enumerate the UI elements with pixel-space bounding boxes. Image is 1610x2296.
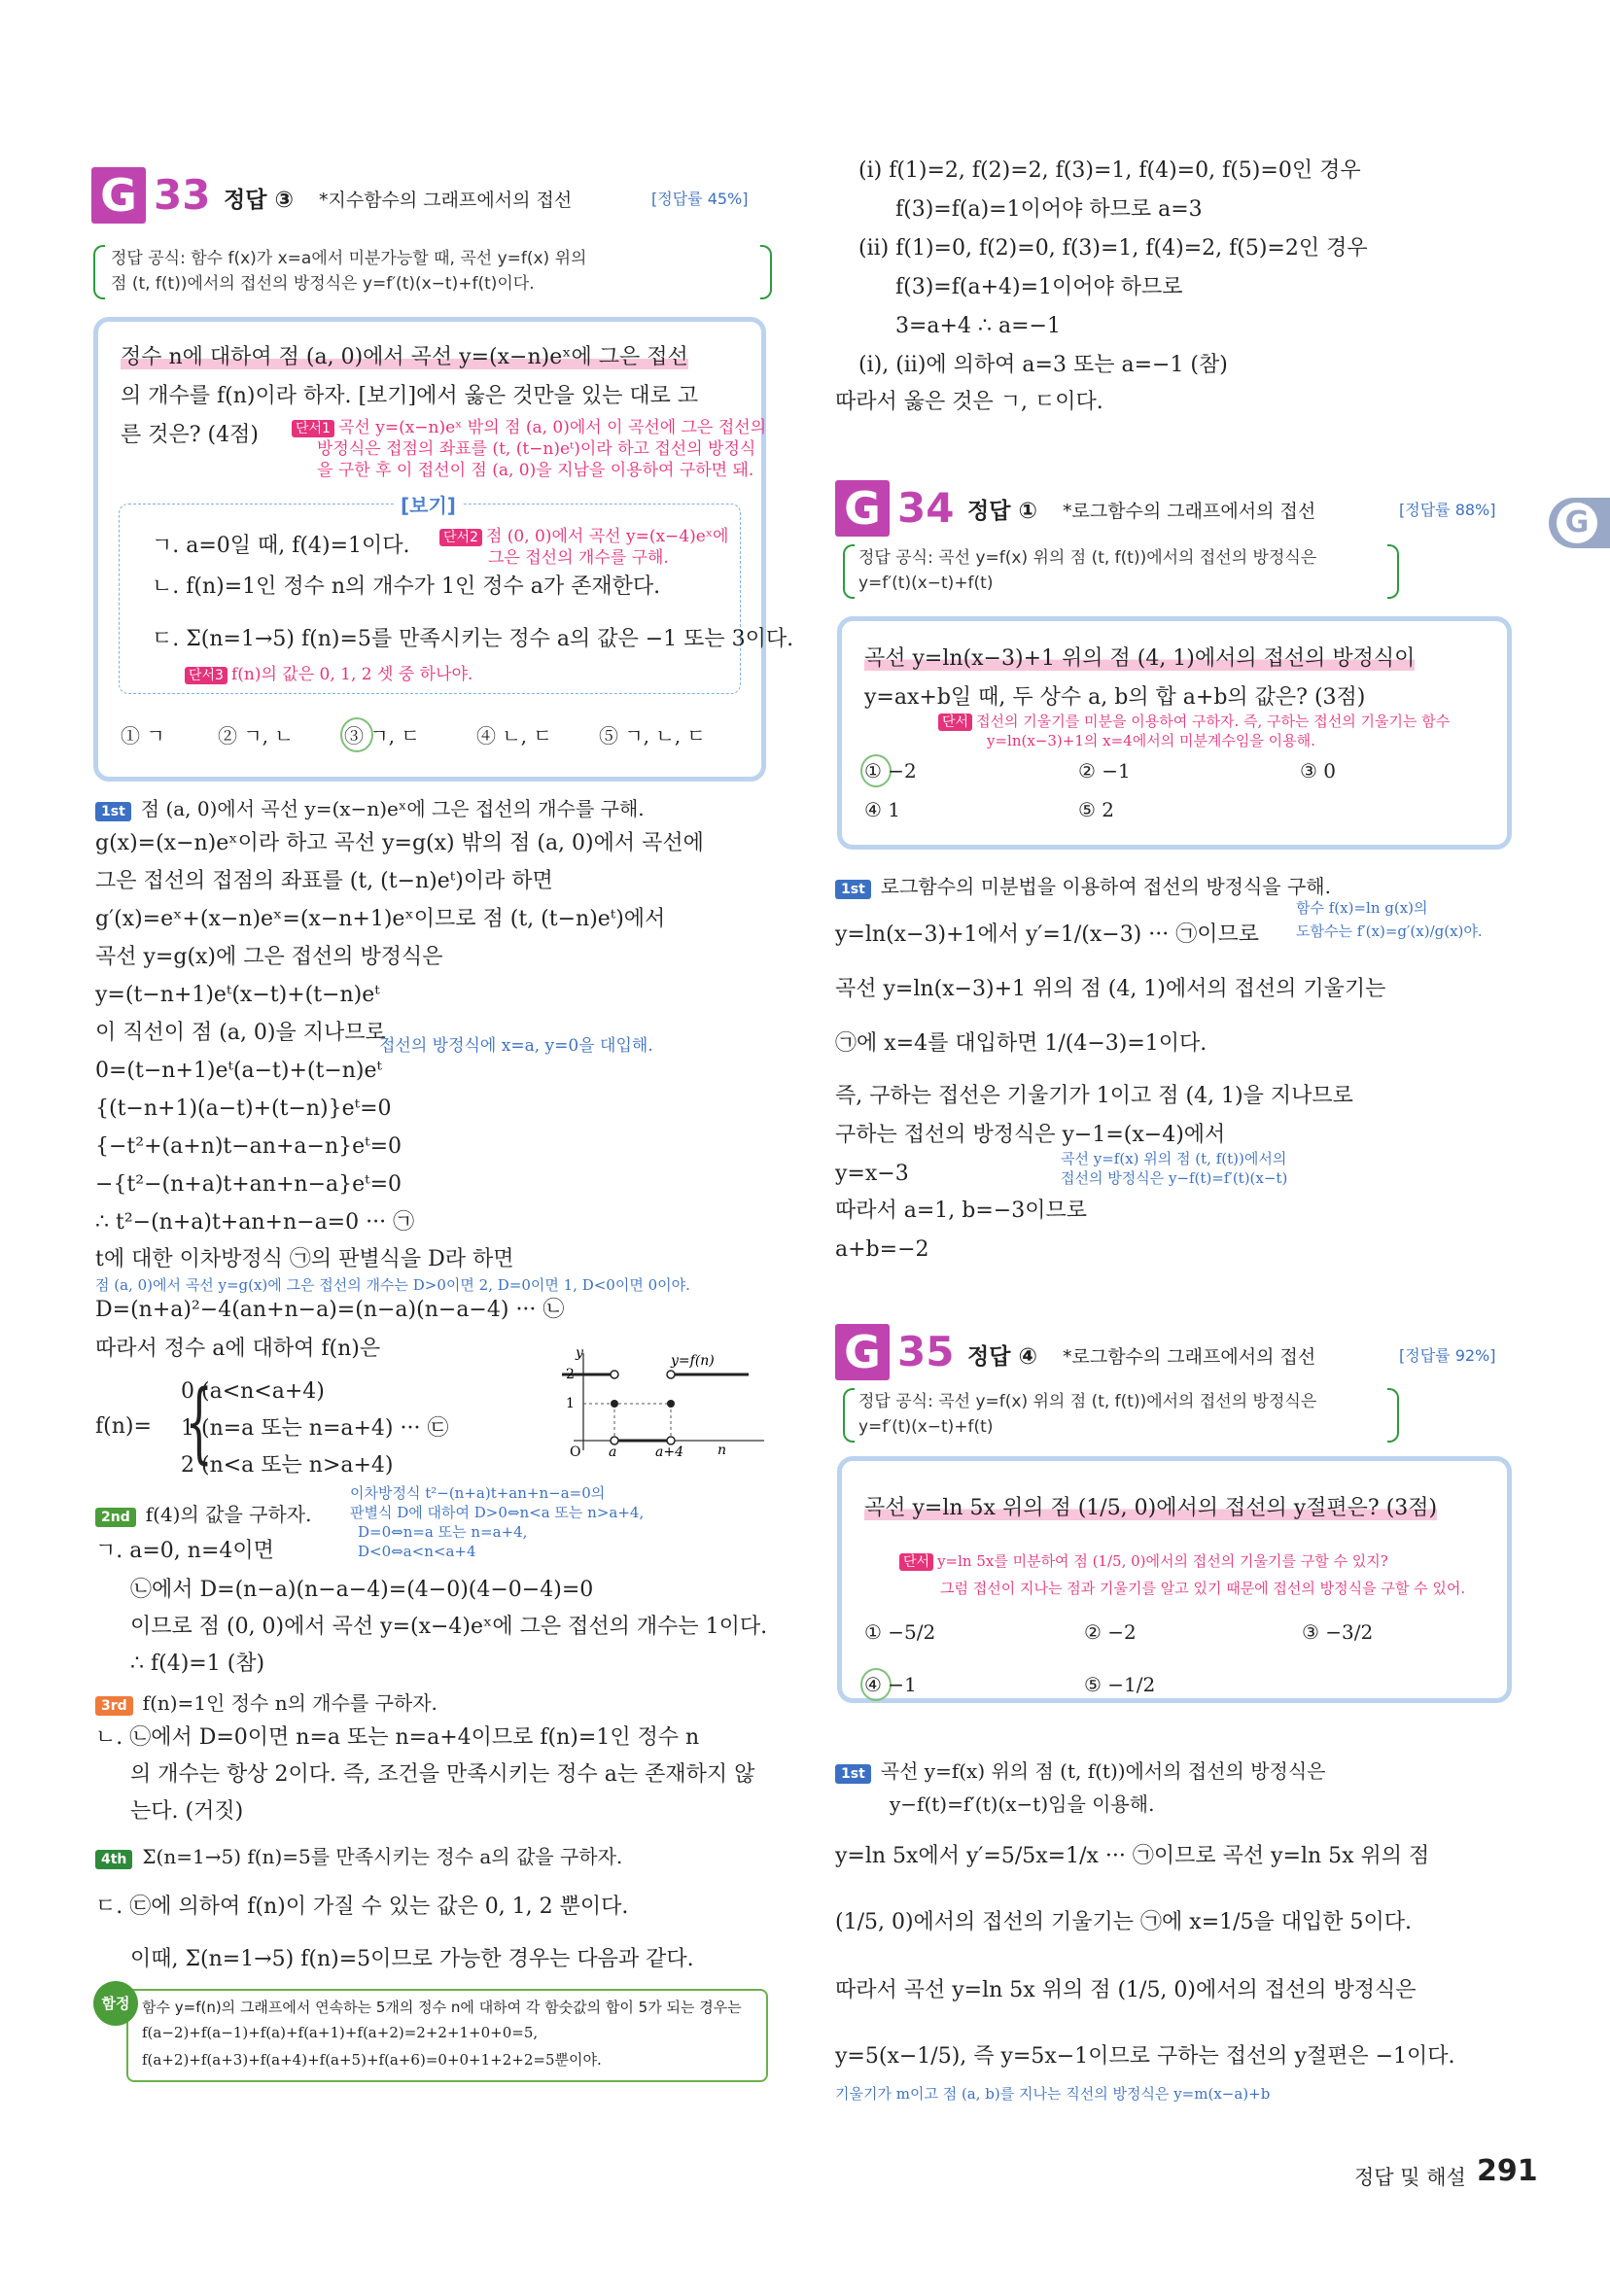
choice34-1[interactable]: ① −2 <box>864 759 917 783</box>
answer-label-35: 정답 ④ <box>967 1344 1037 1370</box>
sol34-line-1: y=ln(x−3)+1에서 y′=1/(x−3) ··· ㉠이므로 <box>835 922 1259 947</box>
fn-graph <box>554 1345 768 1462</box>
sol34-line-5: 구하는 접선의 방정식은 y−1=(x−4)에서 <box>835 1123 1226 1147</box>
sol-line-6: 이 직선이 점 (a, 0)을 지나므로 <box>95 1021 386 1045</box>
cont-line-1: (i) f(1)=2, f(2)=2, f(3)=1, f(4)=0, f(5)=0인 경우 <box>858 158 1361 183</box>
graph-tick-2: 2 <box>566 1367 575 1382</box>
hint-35-line-2: 그럼 접선이 지나는 점과 기울기를 알고 있기 때문에 접선의 방정식을 구할 수 있어. <box>940 1580 1466 1597</box>
piecewise-brace: { <box>185 1372 213 1474</box>
cont-line-7: 따라서 옳은 것은 ㄱ, ㄷ이다. <box>835 390 1103 414</box>
correct-rate-35: [정답률 92%] <box>1399 1346 1496 1365</box>
sol-line-12: t에 대한 이차방정식 ㉠의 판별식을 D라 하면 <box>95 1247 514 1271</box>
graph-tick-1: 1 <box>566 1396 575 1411</box>
formula-bracket-right-34 <box>1387 544 1399 599</box>
note-discriminant-1: 이차방정식 t²−(n+a)t+an+n−a=0의 <box>350 1484 606 1502</box>
cont-line-3: (ii) f(1)=0, f(2)=0, f(3)=1, f(4)=2, f(5)=2인 경우 <box>858 236 1368 261</box>
problem-label-g-35: G <box>835 1324 890 1380</box>
problem-topic: *지수함수의 그래프에서의 접선 <box>319 190 573 211</box>
choice35-4[interactable]: ④ −1 <box>864 1673 917 1696</box>
correct-rate-34: [정답률 88%] <box>1399 501 1496 519</box>
choice35-5[interactable]: ⑤ −1/2 <box>1084 1673 1156 1696</box>
sol-m4: ∴ f(4)=1 (참) <box>130 1652 265 1676</box>
trap-line-3: f(a+2)+f(a+3)+f(a+4)+f(a+5)+f(a+6)=0+0+1+2+2=5뿐이야. <box>142 2051 602 2069</box>
sol-note-discriminant: 점 (a, 0)에서 곡선 y=g(x)에 그은 접선의 개수는 D>0이면 2, D=0이면 1, D<0이면 0이야. <box>95 1276 690 1294</box>
piecewise-case-1: 0 (a<n<a+4) <box>181 1379 325 1404</box>
step-3: 3rd f(n)=1인 정수 n의 개수를 구하자. <box>95 1691 438 1716</box>
sol34-line-7: 따라서 a=1, b=−3이므로 <box>835 1199 1087 1223</box>
formula-bracket-right <box>760 245 772 299</box>
q34-line-2: y=ax+b일 때, 두 상수 a, b의 합 a+b의 값은? (3점) <box>864 685 1366 710</box>
hint-1-line-2: 방정식은 접점의 좌표를 (t, (t−n)eᵗ)이라 하고 접선의 방정식 <box>317 439 756 459</box>
note34-arrow-2: 도함수는 f′(x)=g′(x)/g(x)야. <box>1296 922 1483 940</box>
formula34-line-2: y=f′(t)(x−t)+f(t) <box>858 574 994 593</box>
note35-line: 기울기가 m이고 점 (a, b)를 지나는 직선의 방정식은 y=m(x−a)+b <box>835 2085 1271 2103</box>
graph-origin: O <box>570 1444 581 1460</box>
hint-34: 단서 접선의 기울기를 미분을 이용하여 구하자. 즉, 구하는 접선의 기울기는 함수 <box>938 712 1450 731</box>
question-line-1: 정수 n에 대하여 점 (a, 0)에서 곡선 y=(x−n)eˣ에 그은 접선 <box>121 345 688 369</box>
choice35-1[interactable]: ① −5/2 <box>864 1620 936 1644</box>
step34-1: 1st 로그함수의 미분법을 이용하여 접선의 방정식을 구해. <box>835 875 1331 899</box>
graph-open-a4-zero <box>667 1437 675 1444</box>
problem-label-g-34: G <box>835 480 890 537</box>
cont-line-6: (i), (ii)에 의하여 a=3 또는 a=−1 (참) <box>858 353 1228 377</box>
hint-2: 단서2 점 (0, 0)에서 곡선 y=(x−4)eˣ에 <box>439 527 728 546</box>
answer-label: 정답 ③ <box>224 188 294 213</box>
sol-line-5: y=(t−n+1)eᵗ(x−t)+(t−n)eᵗ <box>95 983 380 1007</box>
sol-line-13: D=(n+a)²−4(an+n−a)=(n−a)(n−a−4) ··· ㉡ <box>95 1298 565 1322</box>
answer-label-34: 정답 ① <box>967 499 1037 524</box>
hint-35: 단서 y=ln 5x를 미분하여 점 (1/5, 0)에서의 접선의 기울기를 구할 수 있지? <box>899 1551 1388 1571</box>
problem-topic-34: *로그함수의 그래프에서의 접선 <box>1063 501 1316 522</box>
bogi-item-3: ㄷ. Σ(n=1→5) f(n)=5를 만족시키는 정수 a의 값은 −1 또는 3이다. <box>152 627 794 651</box>
page-number: 291 <box>1477 2154 1538 2188</box>
hint-1-line-3: 을 구한 후 이 접선이 점 (a, 0)을 지남을 이용하여 구하면 돼. <box>317 461 754 480</box>
choice-2[interactable]: ② ㄱ, ㄴ <box>218 724 294 748</box>
note34-tangent-2: 접선의 방정식은 y−f(t)=f′(t)(x−t) <box>1061 1169 1288 1187</box>
trap-line-2: f(a−2)+f(a−1)+f(a)+f(a+1)+f(a+2)=2+2+1+0+0=5, <box>142 2024 539 2041</box>
note34-tangent-1: 곡선 y=f(x) 위의 점 (t, f(t))에서의 <box>1061 1150 1287 1167</box>
piecewise-case-2: 1 (n=a 또는 n=a+4) ··· ㉢ <box>181 1416 449 1441</box>
step35-1-line-2: y−f(t)=f′(t)(x−t)임을 이용해. <box>890 1792 1155 1816</box>
step-1: 1st 점 (a, 0)에서 곡선 y=(x−n)eˣ에 그은 접선의 개수를 구해. <box>95 797 645 821</box>
problem-number-35: 35 <box>897 1328 955 1375</box>
sol-k3: 는다. (거짓) <box>130 1799 244 1824</box>
sol-line-10: −{t²−(n+a)t+an+n−a}eᵗ=0 <box>95 1172 402 1197</box>
problem-label-g: G <box>91 167 146 224</box>
piecewise-case-3: 2 (n<a 또는 n>a+4) <box>181 1453 394 1478</box>
problem-number: 33 <box>154 171 211 219</box>
piecewise-lhs: f(n)= <box>95 1414 152 1439</box>
bogi-item-2: ㄴ. f(n)=1인 정수 n의 개수가 1인 정수 a가 존재한다. <box>152 574 661 599</box>
formula-bracket-left <box>93 245 105 299</box>
sol-k2: 의 개수는 항상 2이다. 즉, 조건을 만족시키는 정수 a는 존재하지 않 <box>130 1762 755 1787</box>
graph-point-a <box>611 1400 618 1408</box>
hint-1: 단서1 곡선 y=(x−n)eˣ 밖의 점 (a, 0)에서 이 곡선에 그은 접선의 <box>292 418 766 437</box>
sol-line-7: 0=(t−n+1)eᵗ(a−t)+(t−n)eᵗ <box>95 1059 382 1083</box>
note-discriminant-2: 판별식 D에 대하여 D>0⇔n<a 또는 n>a+4, <box>350 1504 645 1521</box>
sol-line-9: {−t²+(a+n)t−an+a−n}eᵗ=0 <box>95 1134 402 1159</box>
formula34-line-1: 정답 공식: 곡선 y=f(x) 위의 점 (t, f(t))에서의 접선의 방정식은 <box>858 548 1317 568</box>
formula-bracket-left-35 <box>843 1388 855 1443</box>
choice-4[interactable]: ④ ㄴ, ㄷ <box>476 724 552 748</box>
sol34-line-6: y=x−3 <box>835 1162 909 1186</box>
formula-line-2: 점 (t, f(t))에서의 접선의 방정식은 y=f′(t)(x−t)+f(t)이다. <box>111 274 535 294</box>
step35-1: 1st 곡선 y=f(x) 위의 점 (t, f(t))에서의 접선의 방정식은 <box>835 1759 1325 1784</box>
graph-tick-a4: a+4 <box>655 1444 683 1460</box>
note-discriminant-4: D<0⇔a<n<a+4 <box>358 1543 476 1560</box>
chapter-tab <box>1549 498 1610 548</box>
sol-m3: 이므로 점 (0, 0)에서 곡선 y=(x−4)eˣ에 그은 접선의 개수는 1이다. <box>130 1615 768 1639</box>
step-4: 4th Σ(n=1→5) f(n)=5를 만족시키는 정수 a의 값을 구하자. <box>95 1845 622 1869</box>
formula-bracket-right-35 <box>1387 1388 1399 1443</box>
note34-arrow-1: 함수 f(x)=ln g(x)의 <box>1296 899 1428 917</box>
formula-bracket-left-34 <box>843 544 855 599</box>
graph-y-label: y <box>576 1345 583 1361</box>
formula35-line-1: 정답 공식: 곡선 y=f(x) 위의 점 (t, f(t))에서의 접선의 방정식은 <box>858 1392 1317 1411</box>
sol-m1: ㄱ. a=0, n=4이면 <box>95 1539 274 1563</box>
graph-open-a4 <box>667 1371 675 1378</box>
trap-icon: 함정 <box>93 1981 138 2026</box>
sol35-line-3: 따라서 곡선 y=ln 5x 위의 점 (1/5, 0)에서의 접선의 방정식은 <box>835 1978 1417 2002</box>
hint-3: 단서3 f(n)의 값은 0, 1, 2 셋 중 하나야. <box>185 665 472 684</box>
graph-open-a <box>611 1371 618 1378</box>
sol34-line-4: 즉, 구하는 접선은 기울기가 1이고 점 (4, 1)을 지나므로 <box>835 1084 1353 1108</box>
choice-3[interactable]: ③ ㄱ, ㄷ <box>344 724 420 748</box>
sol-d1: ㄷ. ㉢에 의하여 f(n)이 가질 수 있는 값은 0, 1, 2 뿐이다. <box>95 1895 629 1919</box>
sol35-line-2: (1/5, 0)에서의 접선의 기울기는 ㉠에 x=1/5을 대입한 5이다. <box>835 1910 1413 1934</box>
sol35-line-1: y=ln 5x에서 y′=5/5x=1/x ··· ㉠이므로 곡선 y=ln 5x 위의 점 <box>835 1844 1430 1868</box>
choice34-5[interactable]: ⑤ 2 <box>1078 798 1115 821</box>
q34-line-1: 곡선 y=ln(x−3)+1 위의 점 (4, 1)에서의 접선의 방정식이 <box>864 646 1416 671</box>
sol34-line-3: ㉠에 x=4를 대입하면 1/(4−3)=1이다. <box>835 1031 1208 1056</box>
sol34-line-8: a+b=−2 <box>835 1237 929 1262</box>
note-discriminant-3: D=0⇔n=a 또는 n=a+4, <box>358 1523 528 1541</box>
problem-topic-35: *로그함수의 그래프에서의 접선 <box>1063 1346 1316 1368</box>
graph-open-a-zero <box>611 1437 618 1444</box>
choice35-2[interactable]: ② −2 <box>1084 1620 1137 1644</box>
hint-34-line-2: y=ln(x−3)+1의 x=4에서의 미분계수임을 이용해. <box>987 732 1315 749</box>
hint-tag: 단서1 <box>292 420 334 437</box>
choice34-2[interactable]: ② −1 <box>1078 759 1131 783</box>
choice-1[interactable]: ① ㄱ <box>121 724 165 748</box>
trap-line-1: 함수 y=f(n)의 그래프에서 연속하는 5개의 정수 n에 대하여 각 함숫값의 합이 5가 되는 경우는 <box>142 1999 742 2016</box>
problem-number-34: 34 <box>897 484 955 532</box>
question-line-2: 의 개수를 f(n)이라 하자. [보기]에서 옳은 것만을 있는 대로 고 <box>121 384 699 408</box>
choice-5[interactable]: ⑤ ㄱ, ㄴ, ㄷ <box>599 724 706 748</box>
graph-x-label: n <box>718 1443 727 1458</box>
cont-line-2: f(3)=f(a)=1이어야 하므로 a=3 <box>895 197 1203 222</box>
sol34-line-2: 곡선 y=ln(x−3)+1 위의 점 (4, 1)에서의 접선의 기울기는 <box>835 977 1386 1001</box>
correct-rate: [정답률 45%] <box>651 190 749 208</box>
graph-fn-label: y=f(n) <box>671 1353 715 1369</box>
sol-line-1: g(x)=(x−n)eˣ이라 하고 곡선 y=g(x) 밖의 점 (a, 0)에서 곡선에 <box>95 831 704 855</box>
choice34-3[interactable]: ③ 0 <box>1300 759 1337 783</box>
cont-line-5: 3=a+4 ∴ a=−1 <box>895 314 1061 338</box>
footer-label: 정답 및 해설 <box>1354 2166 1466 2189</box>
chapter-letter: G <box>1557 503 1597 543</box>
sol-line-11: ∴ t²−(n+a)t+an+n−a=0 ··· ㉠ <box>95 1210 415 1235</box>
sol-k1: ㄴ. ㉡에서 D=0이면 n=a 또는 n=a+4이므로 f(n)=1인 정수 n <box>95 1725 700 1750</box>
sol-line-8: {(t−n+1)(a−t)+(t−n)}eᵗ=0 <box>95 1096 392 1121</box>
bogi-title: [보기] <box>395 490 462 518</box>
step-2: 2nd f(4)의 값을 구하자. <box>95 1503 311 1527</box>
choice34-4[interactable]: ④ 1 <box>864 798 901 821</box>
sol-d2: 이때, Σ(n=1→5) f(n)=5이므로 가능한 경우는 다음과 같다. <box>130 1947 694 1971</box>
sol35-line-4: y=5(x−1/5), 즉 y=5x−1이므로 구하는 접선의 y절편은 −1이다. <box>835 2044 1455 2069</box>
formula35-line-2: y=f′(t)(x−t)+f(t) <box>858 1417 994 1437</box>
sol-line-14: 따라서 정수 a에 대하여 f(n)은 <box>95 1337 381 1361</box>
sol-m2: ㉡에서 D=(n−a)(n−a−4)=(4−0)(4−0−4)=0 <box>130 1578 594 1602</box>
choice35-3[interactable]: ③ −3/2 <box>1302 1620 1374 1644</box>
graph-tick-a: a <box>609 1444 617 1460</box>
q35-line-1: 곡선 y=ln 5x 위의 점 (1/5, 0)에서의 접선의 y절편은? (3점) <box>864 1496 1438 1520</box>
formula-line-1: 정답 공식: 함수 f(x)가 x=a에서 미분가능할 때, 곡선 y=f(x) 위의 <box>111 249 587 268</box>
sol-line-2: 그은 접선의 접점의 좌표를 (t, (t−n)eᵗ)이라 하면 <box>95 869 553 893</box>
question-line-3: 른 것은? (4점) <box>121 423 259 447</box>
sol-line-4: 곡선 y=g(x)에 그은 접선의 방정식은 <box>95 945 443 969</box>
cont-line-4: f(3)=f(a+4)=1이어야 하므로 <box>895 275 1183 299</box>
sol-line-3: g′(x)=eˣ+(x−n)eˣ=(x−n+1)eˣ이므로 점 (t, (t−n)eᵗ)에서 <box>95 907 666 931</box>
hint-2-line-2: 그은 접선의 개수를 구해. <box>488 548 669 568</box>
bogi-item-1: ㄱ. a=0일 때, f(4)=1이다. <box>152 534 410 558</box>
sol-note-substitute: 접선의 방정식에 x=a, y=0을 대입해. <box>379 1036 653 1056</box>
graph-point-a4 <box>667 1400 675 1408</box>
